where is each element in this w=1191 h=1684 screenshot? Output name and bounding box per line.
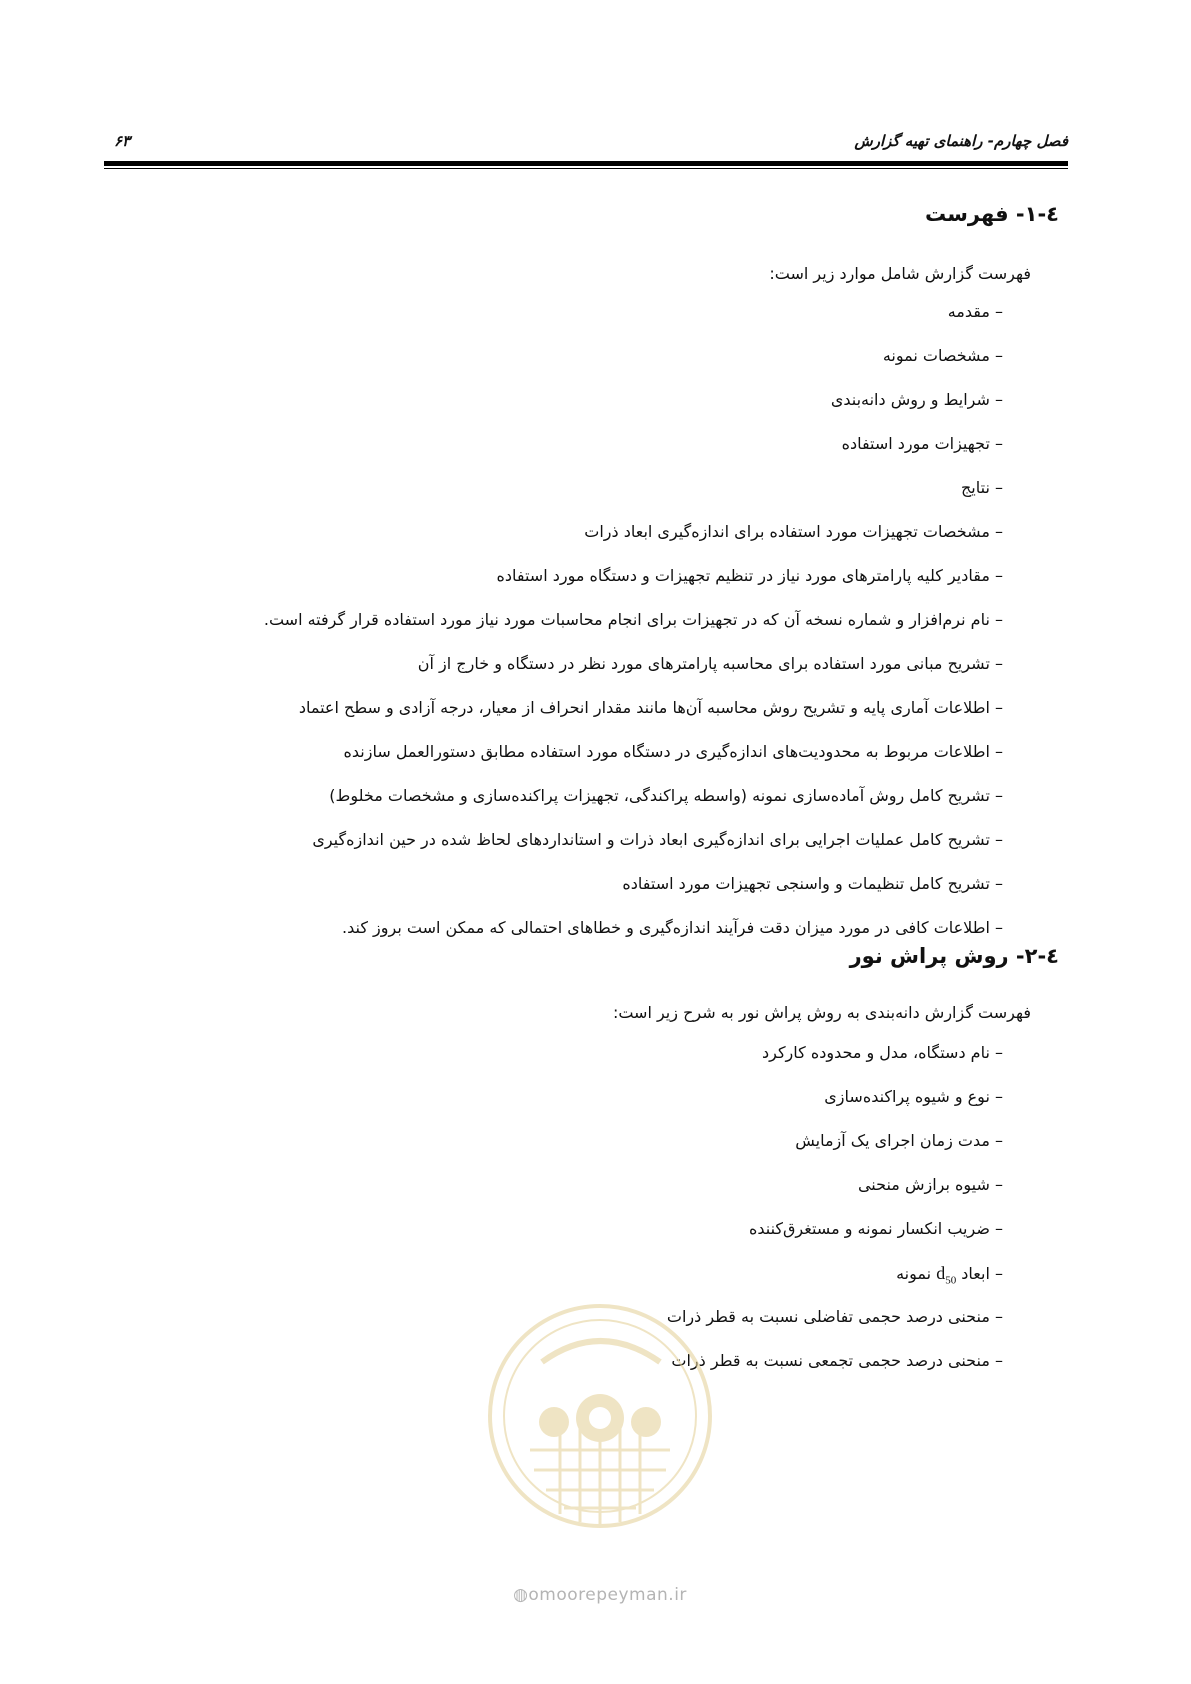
- list-item: – منحنی درصد حجمی تفاضلی نسبت به قطر ذرات: [667, 1295, 1003, 1339]
- list-item-d50: [667, 1251, 1003, 1295]
- page-number: ۶۳: [114, 132, 131, 150]
- d50-after: نمونه: [896, 1264, 932, 1283]
- section-1-intro: فهرست گزارش شامل موارد زیر است:: [769, 264, 1031, 283]
- list-item: – ضریب انکسار نمونه و مستغرق‌کننده: [667, 1207, 1003, 1251]
- section-1-heading: ٤-١- فهرست: [925, 202, 1059, 226]
- d50-symbol: [936, 1263, 957, 1287]
- list-item: – اطلاعات آماری پایه و تشریح روش محاسبه آن‌ها مانند مقدار انحراف از معیار، درجه آزادی و سطح اعتماد: [264, 686, 1003, 730]
- watermark-logo: [484, 1300, 716, 1532]
- section-2-list: [667, 1031, 1003, 1383]
- list-item: – نتایج: [264, 466, 1003, 510]
- d50-subscript: 50: [945, 1274, 957, 1287]
- globe-icon: ◍: [513, 1585, 529, 1605]
- watermark-url: [490, 1585, 710, 1605]
- section-2-intro: فهرست گزارش دانه‌بندی به روش پراش نور به شرح زیر است:: [612, 1003, 1031, 1022]
- list-item: – شرایط و روش دانه‌بندی: [264, 378, 1003, 422]
- list-item: – نام دستگاه، مدل و محدوده کارکرد: [667, 1031, 1003, 1075]
- list-item: – شیوه برازش منحنی: [667, 1163, 1003, 1207]
- watermark-arc: [542, 1341, 660, 1362]
- d50-d: d: [936, 1263, 946, 1283]
- list-item: – تشریح کامل روش آماده‌سازی نمونه (واسطه پراکندگی، تجهیزات پراکنده‌سازی و مشخصات مخلوط): [264, 774, 1003, 818]
- list-item: – اطلاعات کافی در مورد میزان دقت فرآیند اندازه‌گیری و خطاهای احتمالی که ممکن است بروز کند.: [264, 906, 1003, 950]
- list-item: – مقدمه: [264, 290, 1003, 334]
- list-item: – تشریح کامل تنظیمات و واسنجی تجهیزات مورد استفاده: [264, 862, 1003, 906]
- watermark-text: omoorepeyman.ir: [528, 1585, 687, 1605]
- list-item: – مقادیر کلیه پارامترهای مورد نیاز در تنظیم تجهیزات و دستگاه مورد استفاده: [264, 554, 1003, 598]
- gear-hub: [589, 1407, 611, 1429]
- list-item: – مشخصات نمونه: [264, 334, 1003, 378]
- list-item: – تشریح کامل عملیات اجرایی برای اندازه‌گیری ابعاد ذرات و استانداردهای لحاظ شده در حین اندازه‌گیری: [264, 818, 1003, 862]
- d50-before: ابعاد: [961, 1264, 990, 1283]
- list-item: – منحنی درصد حجمی تجمعی نسبت به قطر ذرات: [667, 1339, 1003, 1383]
- list-item: – تجهیزات مورد استفاده: [264, 422, 1003, 466]
- list-item: – تشریح مبانی مورد استفاده برای محاسبه پارامترهای مورد نظر در دستگاه و خارج از آن: [264, 642, 1003, 686]
- section-1-list: [264, 290, 1003, 950]
- section-2-heading: ٤-٢- روش پراش نور: [849, 944, 1059, 968]
- list-item: – نام نرم‌افزار و شماره نسخه آن که در تجهیزات برای انجام محاسبات مورد نیاز مورد استفاده قرار گرفته است.: [264, 598, 1003, 642]
- header-rule-thin: [104, 168, 1068, 169]
- list-item: – نوع و شیوه پراکنده‌سازی: [667, 1075, 1003, 1119]
- list-item: – مشخصات تجهیزات مورد استفاده برای اندازه‌گیری ابعاد ذرات: [264, 510, 1003, 554]
- header-rule-thick: [104, 161, 1068, 166]
- running-title: فصل چهارم- راهنمای تهیه گزارش: [854, 132, 1068, 150]
- list-item: – اطلاعات مربوط به محدودیت‌های اندازه‌گیری در دستگاه مورد استفاده مطابق دستورالعمل سازنده: [264, 730, 1003, 774]
- list-item: – مدت زمان اجرای یک آزمایش: [667, 1119, 1003, 1163]
